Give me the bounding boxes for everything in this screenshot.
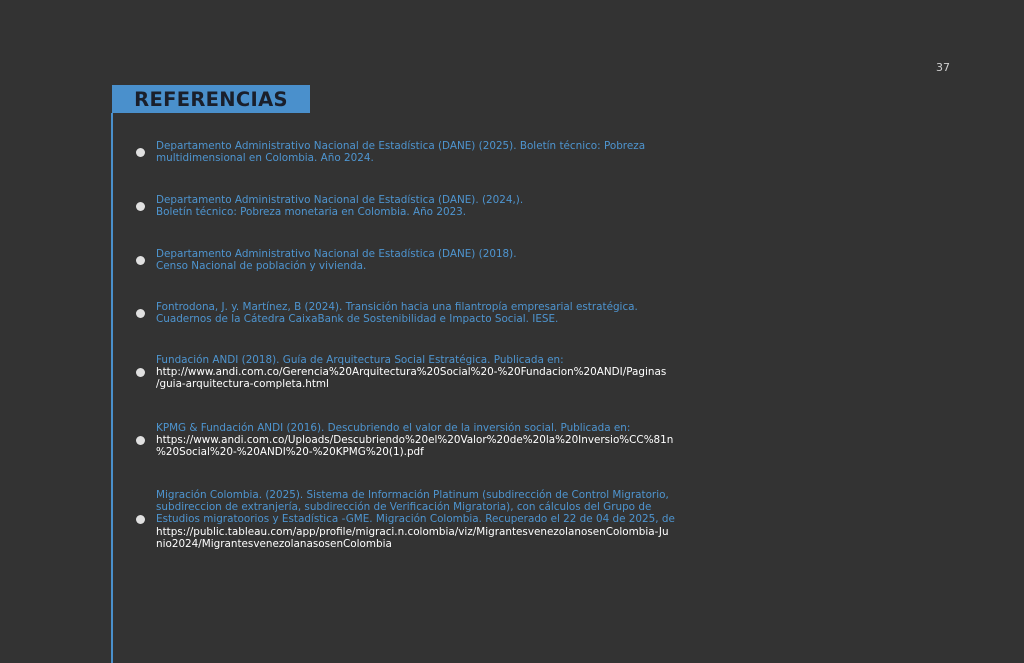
- reference-url-line[interactable]: nio2024/MigrantesvenezolanasosenColombia: [156, 537, 392, 550]
- reference-body: [156, 489, 675, 550]
- reference-body: [156, 422, 673, 459]
- reference-item: [136, 248, 756, 272]
- reference-text-line: subdireccion de extranjería, subdirección de Verificación Migratoria), con cálculos del Grupo de: [156, 501, 652, 514]
- bullet-icon: [136, 256, 145, 265]
- reference-text-line: Cuadernos de la Cátedra CaixaBank de Sostenibilidad e Impacto Social. IESE.: [156, 313, 559, 326]
- reference-text-line: multidimensional en Colombia. Año 2024.: [156, 152, 374, 165]
- reference-body: [156, 354, 666, 391]
- reference-item: [136, 422, 756, 459]
- page-number: 37: [936, 61, 950, 74]
- reference-text-line: Departamento Administrativo Nacional de Estadística (DANE) (2018).: [156, 248, 517, 260]
- reference-item: [136, 194, 756, 218]
- reference-body: [156, 248, 517, 272]
- reference-text-line: Fontrodona, J. y. Martínez, B (2024). Transición hacia una filantropía empresarial estratégica.: [156, 301, 638, 313]
- reference-item: [136, 301, 756, 325]
- reference-text-line: Censo Nacional de población y vivienda.: [156, 260, 367, 273]
- reference-body: [156, 301, 638, 325]
- reference-text-line: Departamento Administrativo Nacional de Estadística (DANE). (2024,).: [156, 194, 524, 206]
- reference-text-line: Migración Colombia. (2025). Sistema de Información Platinum (subdirección de Control Migratorio,: [156, 489, 669, 501]
- bullet-icon: [136, 309, 145, 318]
- reference-item: [136, 354, 756, 391]
- reference-url-line[interactable]: https://www.andi.com.co/Uploads/Descubriendo%20el%20Valor%20de%20la%20Inversio%CC%81n: [156, 434, 674, 447]
- bullet-icon: [136, 148, 145, 157]
- bullet-icon: [136, 202, 145, 211]
- reference-item: [136, 489, 756, 550]
- reference-text-line: Fundación ANDI (2018). Guía de Arquitectura Social Estratégica. Publicada en:: [156, 354, 564, 366]
- section-title: REFERENCIAS: [134, 87, 288, 111]
- bullet-icon: [136, 368, 145, 377]
- reference-text-line: Boletín técnico: Pobreza monetaria en Colombia. Año 2023.: [156, 206, 467, 219]
- reference-item: [136, 140, 756, 164]
- reference-text-line: Estudios migratoorios y Estadística -GME. Migración Colombia. Recuperado el 22 de 04 de 2025, de: [156, 513, 675, 526]
- vertical-accent-line: [111, 113, 113, 663]
- bullet-icon: [136, 515, 145, 524]
- reference-text-line: KPMG & Fundación ANDI (2016). Descubriendo el valor de la inversión social. Publicada en:: [156, 422, 631, 434]
- reference-body: [156, 194, 523, 218]
- reference-url-line[interactable]: /guia-arquitectura-completa.html: [156, 378, 329, 391]
- reference-text-line: Departamento Administrativo Nacional de Estadística (DANE) (2025). Boletín técnico: Pobreza: [156, 140, 646, 152]
- reference-body: [156, 140, 645, 164]
- reference-url-line[interactable]: http://www.andi.com.co/Gerencia%20Arquitectura%20Social%20-%20Fundacion%20ANDI/Paginas: [156, 366, 667, 379]
- bullet-icon: [136, 436, 145, 445]
- section-title-box: [112, 85, 310, 113]
- reference-url-line[interactable]: https://public.tableau.com/app/profile/migraci.n.colombia/viz/MigrantesvenezolanosenColombia-Ju: [156, 525, 669, 538]
- reference-url-line[interactable]: %20Social%20-%20ANDI%20-%20KPMG%20(1).pdf: [156, 446, 424, 459]
